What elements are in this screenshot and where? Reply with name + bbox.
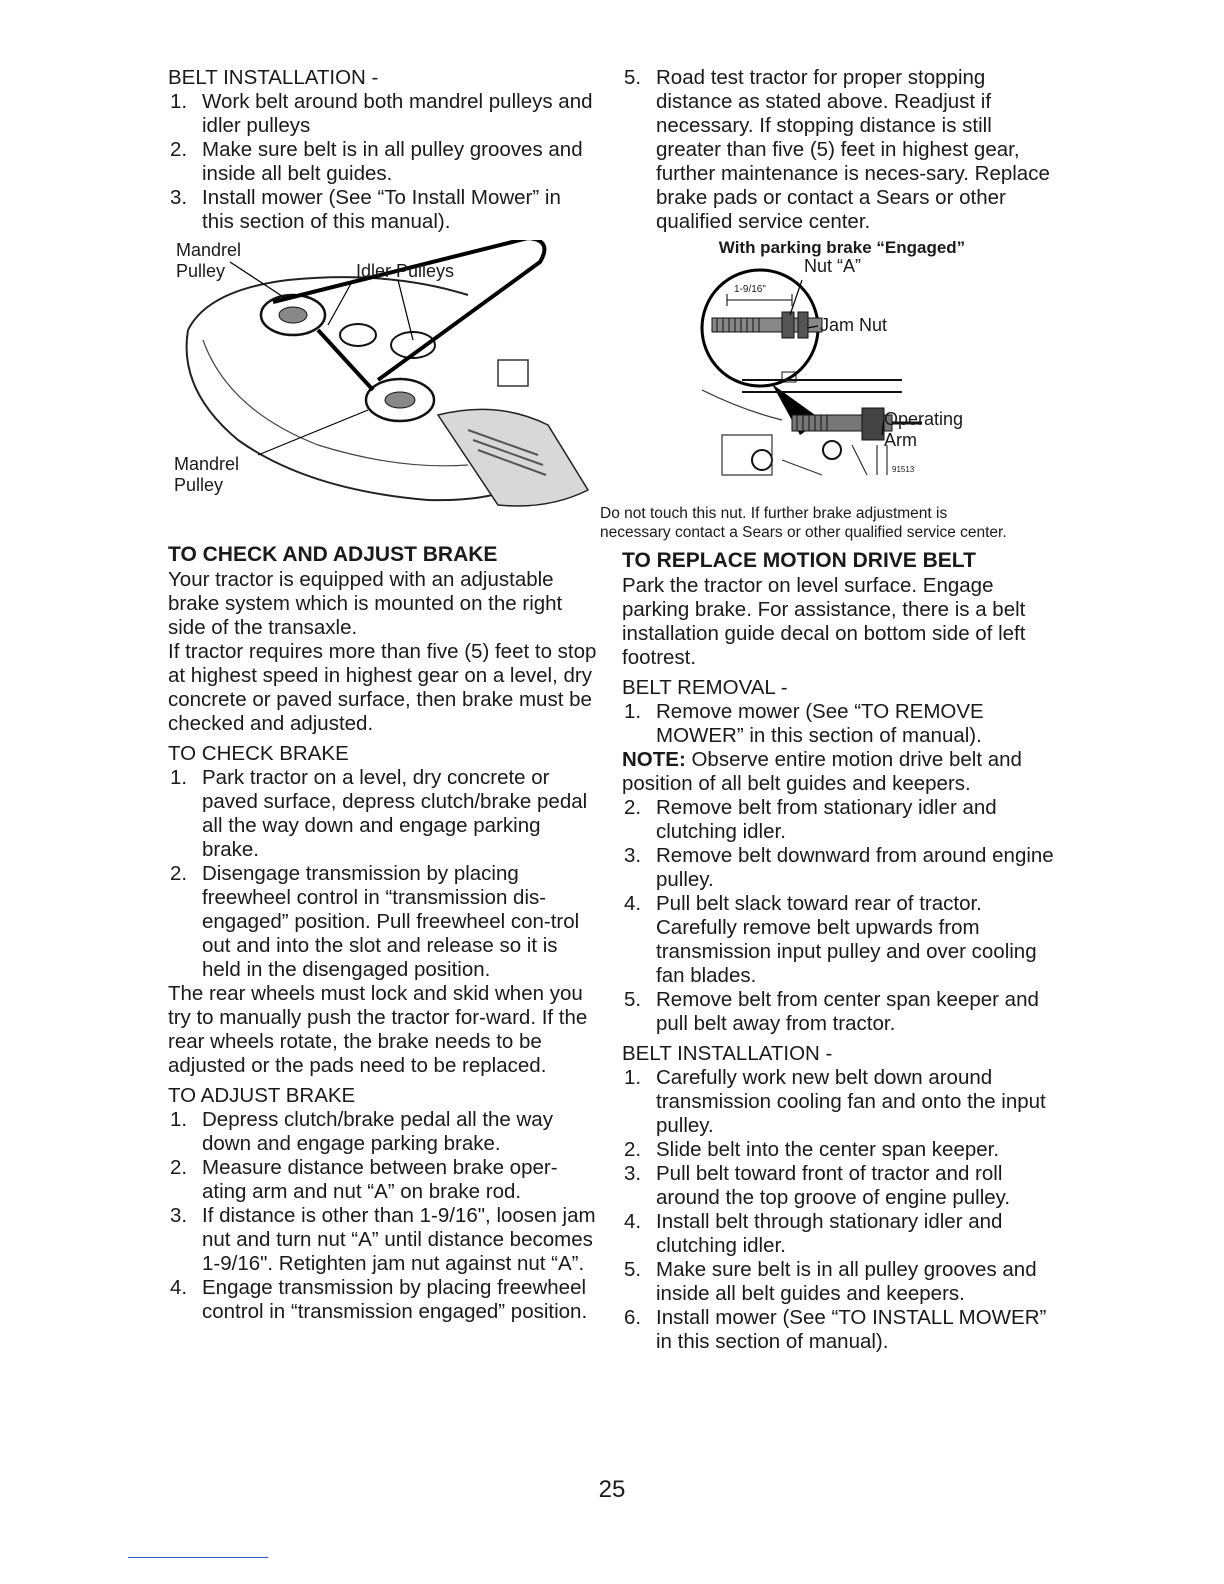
idler-pulleys-label: Idler Pulleys	[356, 261, 455, 281]
list-item: 2. Disengage transmission by placing freewheel control in “transmission dis-engaged” position. Pull freewheel con-trol out and into the slot and release so it is held in the disengaged position.	[170, 862, 580, 981]
mandrel-bottom-label-1: Mandrel	[174, 454, 240, 474]
list-item: 5. Remove belt from center span keeper and pull belt away from tractor.	[624, 988, 1039, 1035]
list-item: 4. Pull belt slack toward rear of tractor. Carefully remove belt upwards from transmission input pulley and over cooling fan blades.	[624, 892, 1037, 987]
motion-drive-belt-heading: TO REPLACE MOTION DRIVE BELT	[622, 549, 976, 572]
operating-label: Operating	[884, 409, 964, 429]
right-column	[600, 66, 1062, 1354]
list-item: 1. Work belt around both mandrel pulleys and idler pulleys	[170, 90, 593, 137]
list-item: 4. Install belt through stationary idler and clutching idler.	[624, 1210, 1003, 1257]
arm-label: Arm	[884, 430, 917, 450]
adjust-brake-list	[168, 1108, 598, 1324]
figure-caption: With parking brake “Engaged”	[718, 238, 966, 257]
list-item: 3. Remove belt downward from around engine pulley.	[624, 844, 1054, 891]
list-item: 1. Remove mower (See “TO REMOVE MOWER” in this section of manual).	[624, 700, 984, 747]
list-item: 3. If distance is other than 1-9/16", loosen jam nut and turn nut “A” until distance becomes 1-9/16". Retighten jam nut against nut “A”.	[170, 1204, 596, 1275]
mower-deck-illustration	[168, 240, 598, 536]
motion-belt-paragraph: Park the tractor on level surface. Engage parking brake. For assistance, there is a belt installation guide decal on bottom side of left footrest.	[622, 574, 1026, 669]
page-number: 25	[598, 1476, 626, 1503]
check-brake-title: TO CHECK BRAKE	[168, 742, 349, 765]
list-item: 6. Install mower (See “TO INSTALL MOWER” in this section of manual).	[624, 1306, 1047, 1353]
road-test-list	[622, 66, 1062, 234]
figure-code: 91513	[892, 465, 915, 474]
belt-installation-list-2	[622, 1066, 1062, 1354]
mower-deck-figure	[168, 240, 598, 536]
list-item: 1. Park tractor on a level, dry concrete or paved surface, depress clutch/brake pedal all the way down and engage parking brake.	[170, 766, 588, 861]
left-column	[168, 66, 598, 1324]
check-brake-list	[168, 766, 598, 982]
list-item: 5. Make sure belt is in all pulley grooves and inside all belt guides and keepers.	[624, 1258, 1037, 1305]
jam-nut-label: Jam Nut	[820, 315, 888, 335]
brake-paragraph-1: Your tractor is equipped with an adjustable brake system which is mounted on the right side of the transaxle.	[168, 568, 563, 639]
brake-adjustment-figure	[622, 256, 1062, 500]
belt-installation-title-2: BELT INSTALLATION -	[622, 1042, 833, 1065]
note-paragraph: NOTE: Observe entire motion drive belt and position of all belt guides and keepers.	[622, 748, 1022, 795]
list-item: 5. Road test tractor for proper stopping distance as stated above. Readjust if necessary. If stopping distance is still greater than five (5) feet in highest gear, further maintenance is neces-sary. Replace brake pads or contact a Sears or other qualified service center.	[624, 66, 1050, 233]
dimension-label: 1-9/16"	[734, 284, 766, 295]
belt-installation-list	[168, 90, 598, 234]
bottom-divider	[128, 1557, 268, 1558]
nut-a-label: Nut “A”	[804, 256, 862, 276]
mandrel-bottom-label-2: Pulley	[174, 475, 224, 495]
list-item: 2. Slide belt into the center span keeper.	[624, 1138, 1000, 1161]
mandrel-top-label-1: Mandrel	[176, 240, 242, 260]
list-item: 3. Install mower (See “To Install Mower” in this section of this manual).	[170, 186, 561, 233]
figure-note: Do not touch this nut. If further brake adjustment is necessary contact a Sears or other qualified service center.	[600, 505, 1007, 541]
belt-installation-title: BELT INSTALLATION -	[168, 66, 379, 89]
list-item: 3. Pull belt toward front of tractor and roll around the top groove of engine pulley.	[624, 1162, 1011, 1209]
list-item: 2. Make sure belt is in all pulley grooves and inside all belt guides.	[170, 138, 583, 185]
list-item: 1. Depress clutch/brake pedal all the way down and engage parking brake.	[170, 1108, 553, 1155]
mandrel-top-label-2: Pulley	[176, 261, 226, 281]
belt-removal-title: BELT REMOVAL -	[622, 676, 788, 699]
brake-adjustment-illustration	[622, 260, 1062, 500]
belt-removal-list-2	[622, 796, 1062, 1036]
list-item: 1. Carefully work new belt down around transmission cooling fan and onto the input pulley.	[624, 1066, 1046, 1137]
list-item: 2. Measure distance between brake oper-ating arm and nut “A” on brake rod.	[170, 1156, 558, 1203]
rear-wheels-paragraph: The rear wheels must lock and skid when you try to manually push the tractor for-ward. If the rear wheels rotate, the brake needs to be adjusted or the pads need to be replaced.	[168, 982, 588, 1077]
belt-removal-list-1	[622, 700, 1062, 748]
list-item: 4. Engage transmission by placing freewheel control in “transmission engaged” position.	[170, 1276, 588, 1323]
adjust-brake-title: TO ADJUST BRAKE	[168, 1084, 356, 1107]
note-label: NOTE:	[622, 748, 686, 771]
check-adjust-brake-heading: TO CHECK AND ADJUST BRAKE	[168, 543, 498, 566]
brake-paragraph-2: If tractor requires more than five (5) feet to stop at highest speed in highest gear on a level, dry concrete or paved surface, then brake must be checked and adjusted.	[168, 640, 597, 735]
list-item: 2. Remove belt from stationary idler and clutching idler.	[624, 796, 997, 843]
